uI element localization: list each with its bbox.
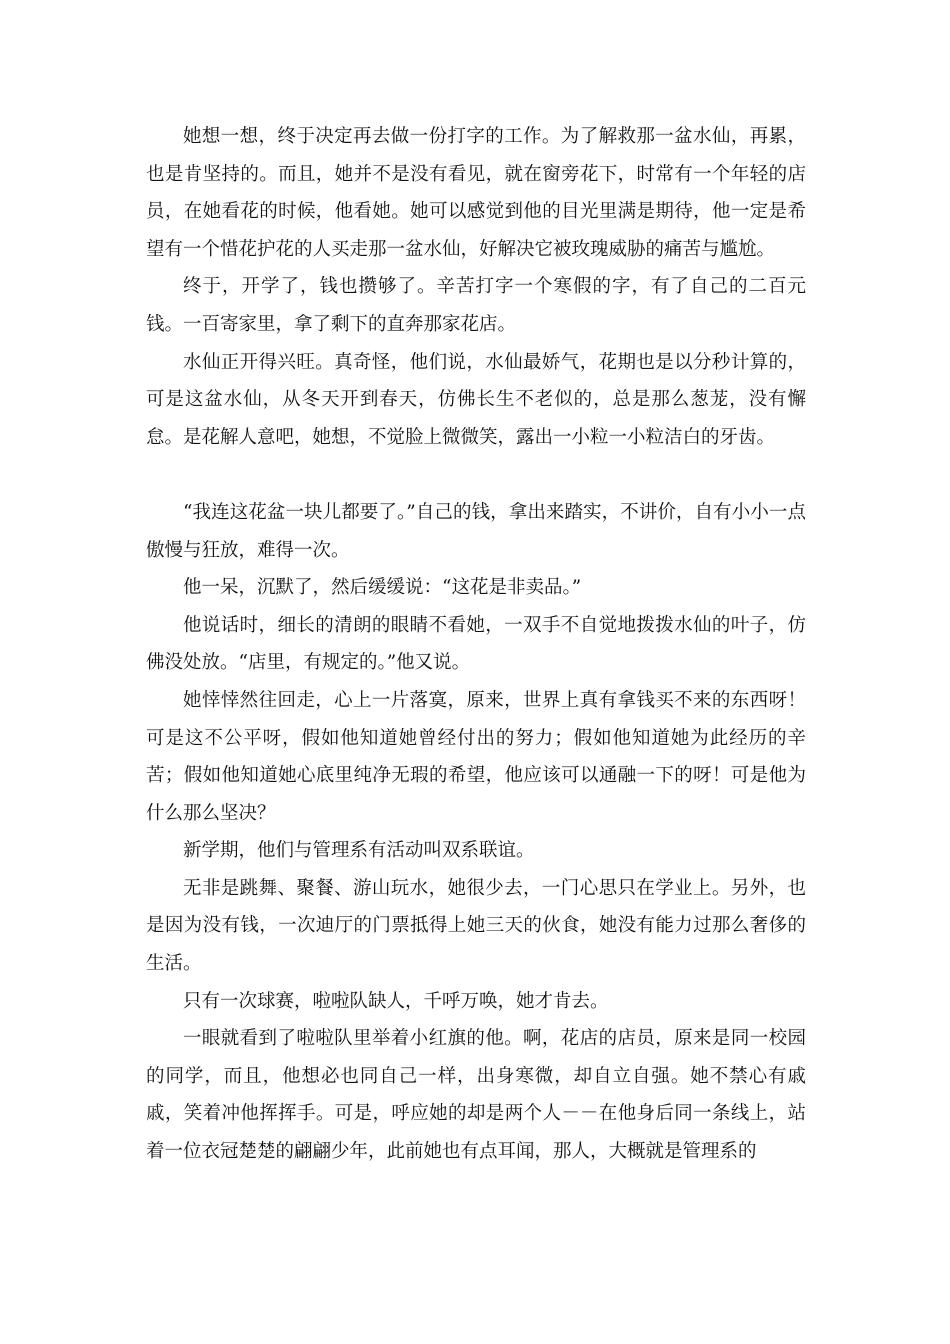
paragraph: 水仙正开得兴旺。真奇怪，他们说，水仙最娇气，花期也是以分秒计算的，可是这盆水仙，从冬天开到春天，仿佛长生不老似的，总是那么葱茏，没有懈怠。是花解人意吧，她想，不觉脸上微微笑，露出一小粒一小粒洁白的牙齿。: [146, 351, 806, 448]
paragraph: 终于，开学了，钱也攒够了。辛苦打字一个寒假的字，有了自己的二百元钱。一百寄家里，拿了剩下的直奔那家花店。: [146, 276, 806, 335]
paragraph: 他说话时，细长的清朗的眼睛不看她，一双手不自觉地拨拨水仙的叶子，仿佛没处放。“店里，有规定的。”他又说。: [146, 614, 806, 674]
paragraph: 她悻悻然往回走，心上一片落寞，原来，世界上真有拿钱买不来的东西呀！可是这不公平呀，假如他知道她曾经付出的努力；假如他知道她为此经历的辛苦；假如他知道她心底里纯净无瑕的希望，他应该可以通融一下的呀！可是他为什么那么坚决？: [146, 689, 806, 824]
paragraph: 她想一想，终于决定再去做一份打字的工作。为了解救那一盆水仙，再累，也是肯坚持的。而且，她并不是没有看见，就在窗旁花下，时常有一个年轻的店员，在她看花的时候，他看她。她可以感觉到他的目光里满是期待，他一定是希望有一个惜花护花的人买走那一盆水仙，好解决它被玫瑰威胁的痛苦与尴尬。: [146, 126, 806, 260]
paragraph: “我连这花盆一块儿都要了。”自己的钱，拿出来踏实，不讲价，自有小小一点傲慢与狂放，难得一次。: [146, 501, 806, 561]
paragraph: 他一呆，沉默了，然后缓缓说：“这花是非卖品。”: [183, 577, 582, 599]
paragraph: 一眼就看到了啦啦队里举着小红旗的他。啊，花店的店员，原来是同一校园的同学，而且，他想必也同自己一样，出身寒微，却自立自强。她不禁心有戚戚，笑着冲他挥挥手。可是，呼应她的却是两个人－－在他身后同一条线上，站着一位衣冠楚楚的翩翩少年，此前她也有点耳闻，那人，大概就是管理系的: [146, 1028, 806, 1163]
paragraph: 无非是跳舞、聚餐、游山玩水，她很少去，一门心思只在学业上。另外，也是因为没有钱，一次迪厅的门票抵得上她三天的伙食，她没有能力过那么奢侈的生活。: [146, 877, 806, 975]
paragraph: 新学期，他们与管理系有活动叫双系联谊。: [183, 840, 535, 862]
paragraph: 只有一次球赛，啦啦队缺人，千呼万唤，她才肯去。: [183, 990, 609, 1012]
paragraph-spacer: [146, 456, 806, 494]
document-body: [146, 118, 806, 1171]
